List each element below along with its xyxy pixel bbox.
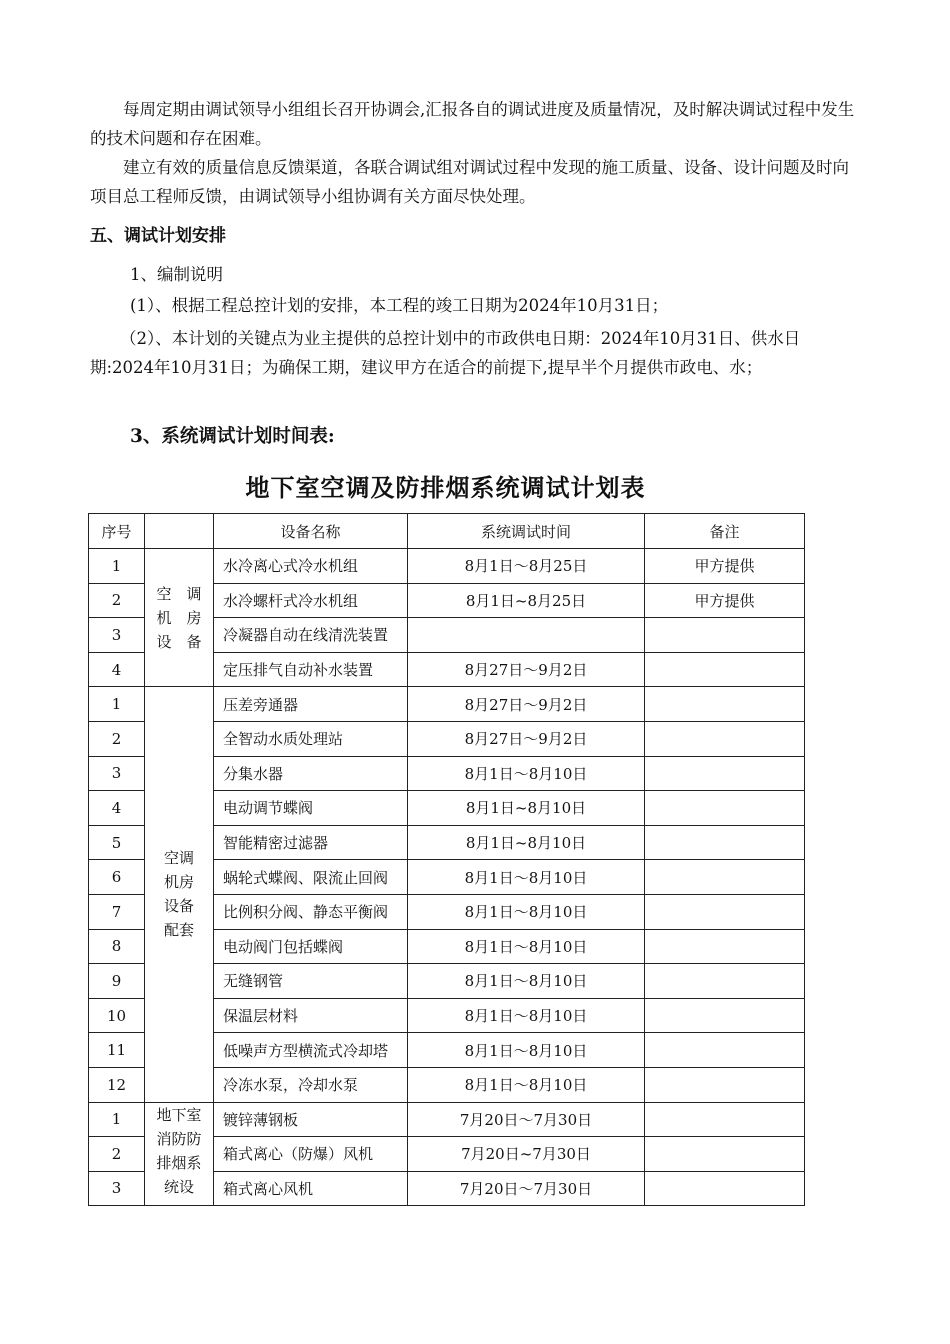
equipment-name-cell: 水冷螺杆式冷水机组 [214,583,408,618]
remarks-cell [645,1102,805,1137]
note-item-1: (1）、根据工程总控计划的安排，本工程的竣工日期为2024年10月31日； [130,296,669,315]
group-label-line: 空 调 [156,584,202,603]
group-label-line: 设 备 [156,632,202,651]
remarks-cell [645,894,805,929]
group-label [145,1102,214,1206]
row-number: 3 [89,618,145,653]
equipment-name-cell: 冷凝器自动在线清洗装置 [214,618,408,653]
group-label-line: 地下室 [156,1105,202,1124]
group-label-line: 配套 [163,921,194,940]
commissioning-time-cell: 7月20日～7月30日 [408,1102,645,1137]
equipment-name-cell: 水冷离心式冷水机组 [214,549,408,584]
commissioning-time-cell: 8月1日～8月10日 [408,1033,645,1068]
remarks-cell [645,964,805,999]
table-row [89,1102,805,1137]
row-number: 6 [89,860,145,895]
remarks-cell [645,721,805,756]
commissioning-time-cell: 8月27日～9月2日 [408,721,645,756]
commissioning-time-cell: 7月20日~7月30日 [408,1137,645,1172]
table-row [89,687,805,722]
equipment-name-cell: 保温层材料 [214,998,408,1033]
equipment-name-cell: 箱式离心风机 [214,1171,408,1206]
table-row [89,549,805,584]
header-no: 序号 [89,514,145,549]
row-number: 3 [89,1171,145,1206]
commissioning-time-cell: 8月27日～9月2日 [408,687,645,722]
group-label-line: 设备 [163,897,194,916]
equipment-name-cell: 镀锌薄钢板 [214,1102,408,1137]
subheading-schedule-table: 3、系统调试计划时间表: [130,426,335,447]
row-number: 7 [89,894,145,929]
schedule-table [88,513,805,1206]
row-number: 10 [89,998,145,1033]
remarks-cell [645,860,805,895]
equipment-name-cell: 蜗轮式蝶阀、限流止回阀 [214,860,408,895]
row-number: 1 [89,549,145,584]
table-title: 地下室空调及防排烟系统调试计划表 [245,473,646,502]
note-item-2: （2）、本计划的关键点为业主提供的总控计划中的市政供电日期：2024年10月31日、供水日期:2024年10月31日；为确保工期，建议甲方在适合的前提下,提早半个月提供市政电、水； [90,329,801,377]
commissioning-time-cell: 8月1日～8月10日 [408,756,645,791]
row-number: 2 [89,583,145,618]
equipment-name-cell: 分集水器 [214,756,408,791]
remarks-cell [645,1067,805,1102]
equipment-name-cell: 电动调节蝶阀 [214,791,408,826]
row-number: 8 [89,929,145,964]
row-number: 2 [89,721,145,756]
remarks-cell [645,1033,805,1068]
equipment-name-cell: 定压排气自动补水装置 [214,652,408,687]
remarks-cell [645,825,805,860]
remarks-cell [645,791,805,826]
row-number: 1 [89,687,145,722]
remarks-cell [645,1171,805,1206]
group-label [145,687,214,1102]
commissioning-time-cell: 8月1日～8月10日 [408,929,645,964]
commissioning-time-cell: 7月20日～7月30日 [408,1171,645,1206]
group-label-line: 机 房 [156,608,202,627]
commissioning-time-cell: 8月1日～8月10日 [408,964,645,999]
header-remarks: 备注 [645,514,805,549]
table-header-row [89,514,805,549]
commissioning-time-cell: 8月1日~8月10日 [408,825,645,860]
remarks-cell [645,998,805,1033]
equipment-name-cell: 压差旁通器 [214,687,408,722]
commissioning-time-cell: 8月1日～8月25日 [408,549,645,584]
commissioning-time-cell: 8月1日～8月10日 [408,1067,645,1102]
row-number: 4 [89,652,145,687]
section-heading-schedule: 五、调试计划安排 [90,226,226,246]
remarks-cell [645,687,805,722]
equipment-name-cell: 智能精密过滤器 [214,825,408,860]
equipment-name-cell: 箱式离心（防爆）风机 [214,1137,408,1172]
row-number: 3 [89,756,145,791]
row-number: 11 [89,1033,145,1068]
row-number: 12 [89,1067,145,1102]
group-label-line: 空调 [163,849,194,868]
remarks-cell: 甲方提供 [645,583,805,618]
equipment-name-cell: 全智动水质处理站 [214,721,408,756]
commissioning-time-cell: 8月1日~8月25日 [408,583,645,618]
row-number: 4 [89,791,145,826]
remarks-cell [645,929,805,964]
remarks-cell: 甲方提供 [645,549,805,584]
row-number: 5 [89,825,145,860]
equipment-name-cell: 冷冻水泵，冷却水泵 [214,1067,408,1102]
group-label [145,549,214,687]
commissioning-time-cell: 8月1日～8月10日 [408,998,645,1033]
group-label-line: 统设 [163,1177,194,1196]
subheading-compilation-notes: 1、编制说明 [130,265,223,284]
equipment-name-cell: 低噪声方型横流式冷却塔 [214,1033,408,1068]
equipment-name-cell: 无缝钢管 [214,964,408,999]
equipment-name-cell: 比例积分阀、静态平衡阀 [214,894,408,929]
remarks-cell [645,652,805,687]
commissioning-time-cell: 8月27日～9月2日 [408,652,645,687]
header-group [145,514,214,549]
commissioning-time-cell: 8月1日~8月10日 [408,791,645,826]
group-label-line: 机房 [163,873,194,892]
row-number: 2 [89,1137,145,1172]
remarks-cell [645,756,805,791]
commissioning-time-cell: 8月1日～8月10日 [408,860,645,895]
header-equipment-name: 设备名称 [214,514,408,549]
paragraph-feedback-channel: 建立有效的质量信息反馈渠道，各联合调试组对调试过程中发现的施工质量、设备、设计问题及时向项目总工程师反馈，由调试领导小组协调有关方面尽快处理。 [90,158,849,206]
row-number: 9 [89,964,145,999]
paragraph-coordination-meeting: 每周定期由调试领导小组组长召开协调会,汇报各自的调试进度及质量情况，及时解决调试过程中发生的技术问题和存在困难。 [90,100,855,148]
header-commissioning-time: 系统调试时间 [408,514,645,549]
row-number: 1 [89,1102,145,1137]
remarks-cell [645,1137,805,1172]
remarks-cell [645,618,805,653]
commissioning-time-cell: 8月1日～8月10日 [408,894,645,929]
equipment-name-cell: 电动阀门包括蝶阀 [214,929,408,964]
group-label-line: 排烟系 [156,1153,202,1172]
group-label-line: 消防防 [156,1129,202,1148]
commissioning-time-cell [408,618,645,653]
